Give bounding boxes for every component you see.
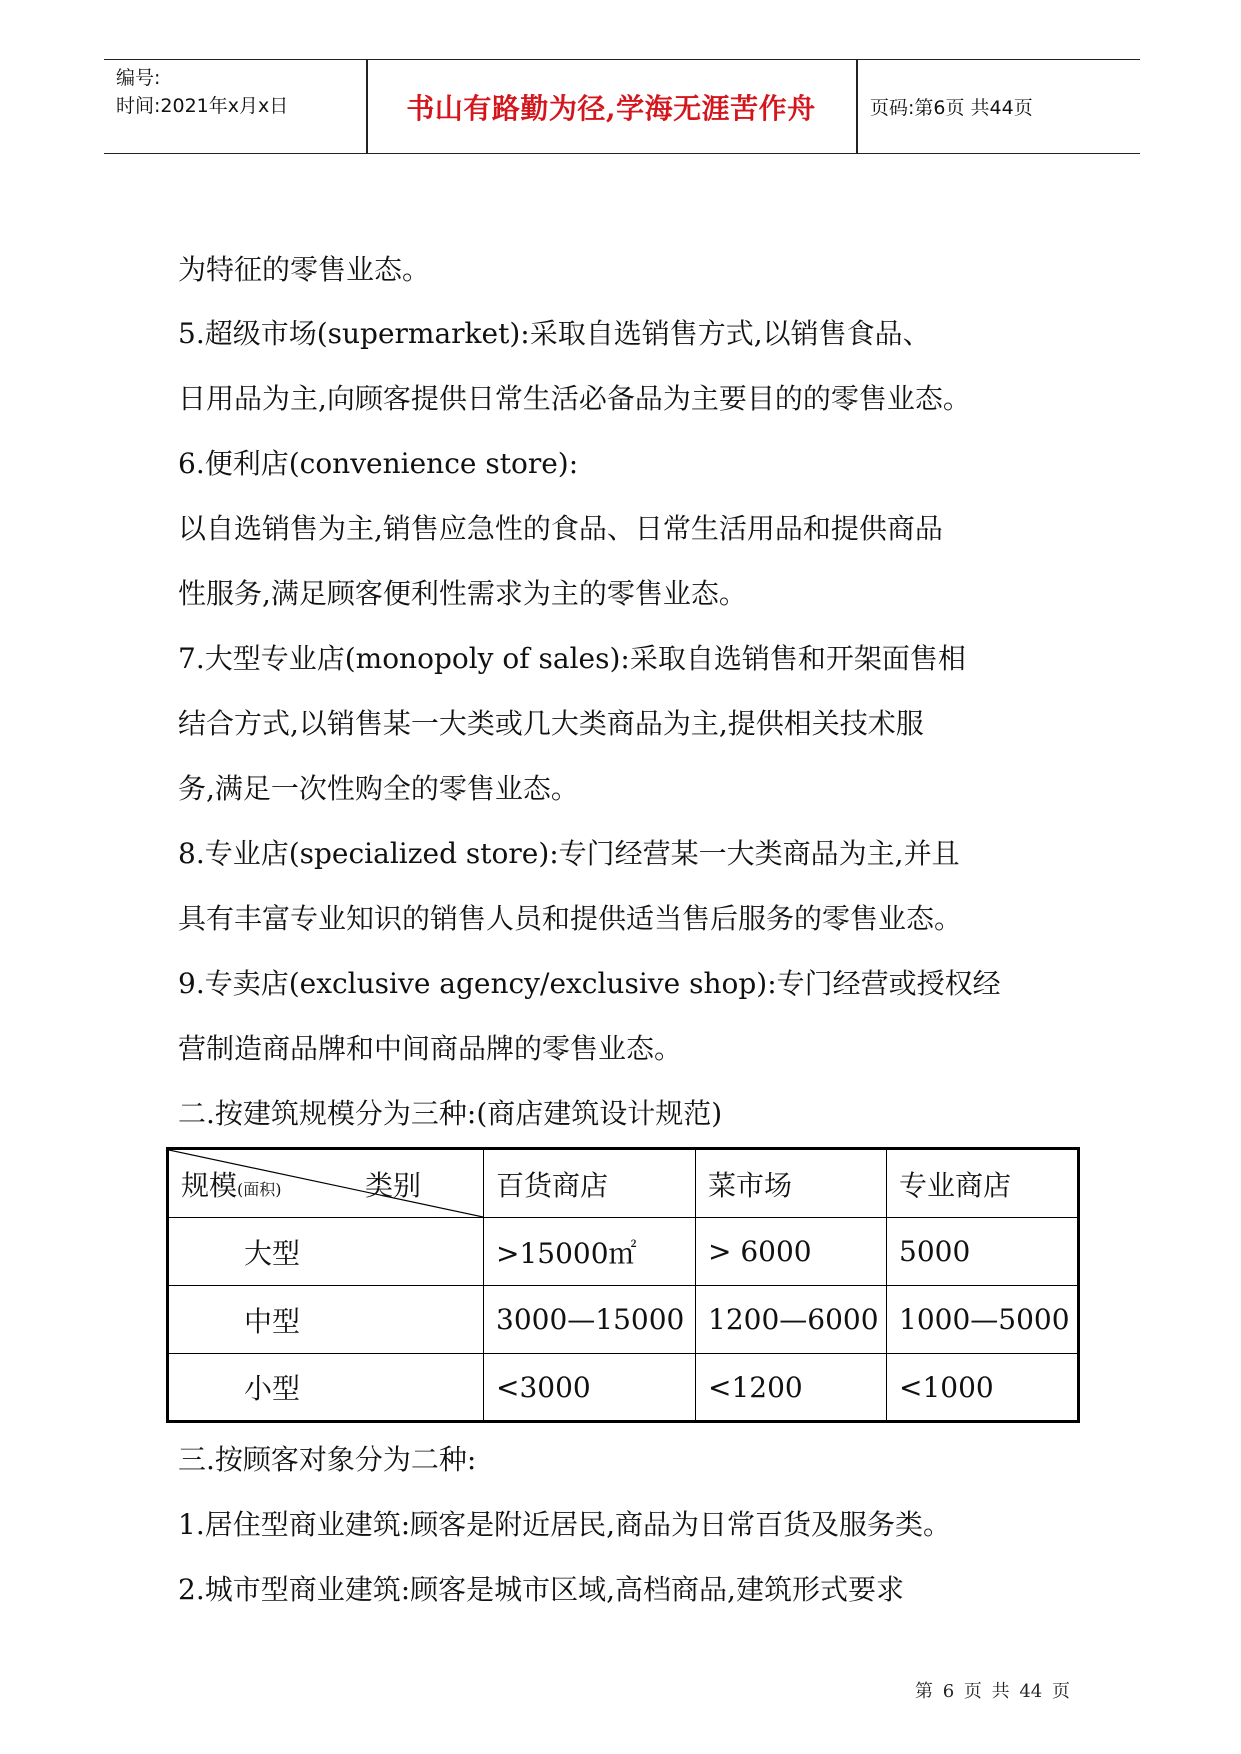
paragraph-line: 务,满足一次性购全的零售业态。	[178, 772, 579, 805]
header-divider	[856, 60, 858, 153]
table-cell: <1000	[887, 1354, 1079, 1422]
table-header-cell: 菜市场	[696, 1149, 887, 1218]
paragraph-line: 营制造商品牌和中间商品牌的零售业态。	[178, 1032, 683, 1065]
table-cell: 1000—5000	[887, 1286, 1079, 1354]
paragraph-line: 结合方式,以销售某一大类或几大类商品为主,提供相关技术服	[178, 707, 924, 740]
corner-label-scale	[181, 1164, 282, 1204]
table-cell: > 6000	[696, 1218, 887, 1286]
table-header-row	[168, 1149, 1079, 1218]
corner-label-scale-text: 规模	[181, 1169, 238, 1202]
page-header	[104, 59, 1140, 154]
table-cell: >15000㎡	[484, 1218, 696, 1286]
header-page-label: 页码:第6页 共44页	[870, 97, 1033, 119]
paragraph-line: 1.居住型商业建筑:顾客是附近居民,商品为日常百货及服务类。	[178, 1508, 952, 1541]
paragraph-line: 为特征的零售业态。	[178, 253, 431, 286]
paragraph-line: 7.大型专业店(monopoly of sales):采取自选销售和开架面售相	[178, 642, 966, 675]
table-corner-cell	[168, 1149, 484, 1218]
paragraph-line: 2.城市型商业建筑:顾客是城市区域,高档商品,建筑形式要求	[178, 1573, 904, 1606]
section-heading: 二.按建筑规模分为三种:(商店建筑设计规范)	[178, 1097, 723, 1130]
paragraph-line: 9.专卖店(exclusive agency/exclusive shop):专门经营或授权经	[178, 967, 1001, 1000]
table-row	[168, 1218, 1079, 1286]
table-cell: 5000	[887, 1218, 1079, 1286]
header-meta	[116, 64, 288, 120]
paragraph-line: 6.便利店(convenience store):	[178, 447, 579, 480]
paragraph-line: 性服务,满足顾客便利性需求为主的零售业态。	[178, 577, 747, 610]
table-header-cell: 专业商店	[887, 1149, 1079, 1218]
header-time-label: 时间:2021年x月x日	[116, 95, 289, 117]
table-header-cell: 百货商店	[484, 1149, 696, 1218]
table-row	[168, 1354, 1079, 1422]
table-cell: <3000	[484, 1354, 696, 1422]
table-row-label: 大型	[168, 1218, 484, 1286]
table-row-label: 中型	[168, 1286, 484, 1354]
section-heading: 三.按顾客对象分为二种:	[178, 1443, 477, 1476]
header-number-label: 编号:	[116, 67, 161, 89]
paragraph-line: 日用品为主,向顾客提供日常生活必备品为主要目的的零售业态。	[178, 382, 971, 415]
corner-label-scale-note: (面积)	[237, 1180, 282, 1199]
paragraph-line: 以自选销售为主,销售应急性的食品、日常生活用品和提供商品	[178, 512, 943, 545]
header-motto: 书山有路勤为径,学海无涯苦作舟	[406, 91, 816, 125]
paragraph-line: 具有丰富专业知识的销售人员和提供适当售后服务的零售业态。	[178, 902, 963, 935]
paragraph-line: 8.专业店(specialized store):专门经营某一大类商品为主,并且	[178, 837, 960, 870]
page-footer: 第 6 页 共 44 页	[915, 1681, 1070, 1702]
table-cell: <1200	[696, 1354, 887, 1422]
building-scale-table	[166, 1147, 1080, 1423]
corner-label-category: 类别	[365, 1169, 422, 1202]
table-row	[168, 1286, 1079, 1354]
table-row-label: 小型	[168, 1354, 484, 1422]
paragraph-line: 5.超级市场(supermarket):采取自选销售方式,以销售食品、	[178, 317, 931, 350]
table-cell: 1200—6000	[696, 1286, 887, 1354]
table-cell: 3000—15000	[484, 1286, 696, 1354]
